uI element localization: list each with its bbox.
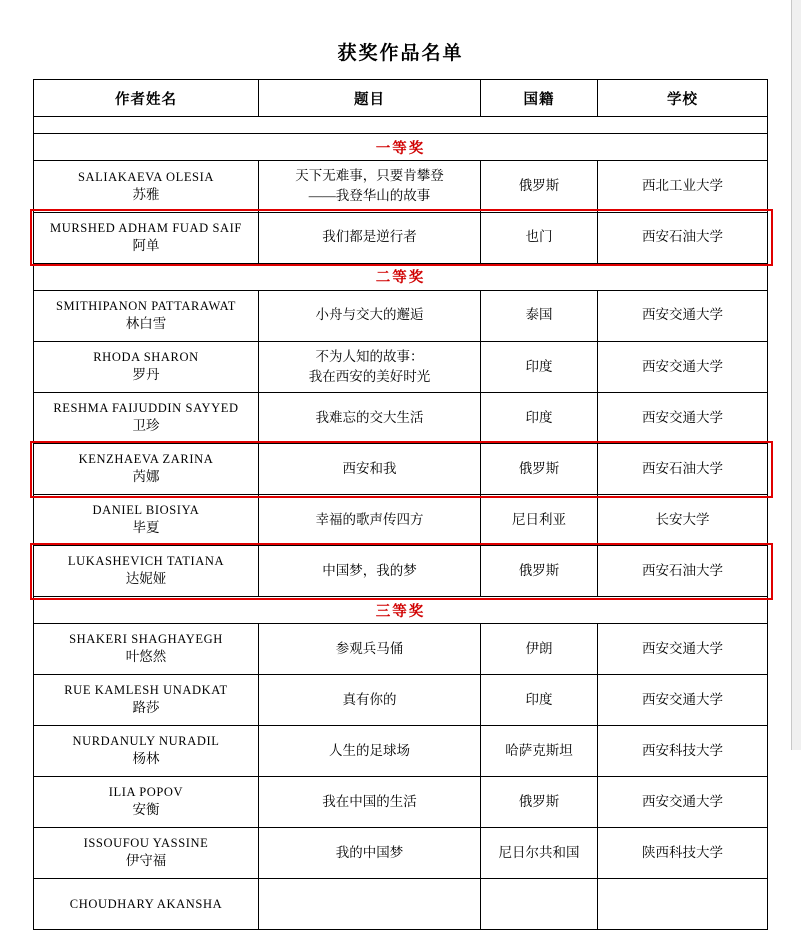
author-name-en: RHODA SHARON — [93, 350, 199, 365]
work-title-line: ——我登华山的故事 — [308, 188, 431, 204]
column-header-nationality: 国籍 — [481, 80, 598, 117]
cell-work-title — [259, 393, 481, 444]
cell-work-title — [259, 675, 481, 726]
cell-author-name — [34, 290, 259, 341]
cell-work-title — [259, 828, 481, 879]
award-table — [33, 79, 768, 930]
cell-school: 西安石油大学 — [598, 444, 768, 495]
table-body — [34, 117, 768, 930]
cell-author-name — [34, 393, 259, 444]
vertical-scrollbar[interactable] — [791, 0, 801, 750]
cell-school: 西安交通大学 — [598, 675, 768, 726]
cell-author-name — [34, 546, 259, 597]
table-row — [34, 675, 768, 726]
author-name-en: SMITHIPANON PATTARAWAT — [55, 298, 237, 313]
work-title-line: 中国梦，我的梦 — [322, 562, 417, 578]
cell-nationality: 也门 — [481, 212, 598, 263]
cell-school: 西安石油大学 — [598, 546, 768, 597]
cell-author-name — [34, 777, 259, 828]
cell-work-title — [259, 624, 481, 675]
author-name-cn: 阿单 — [132, 237, 160, 253]
page-title: 获奖作品名单 — [337, 43, 464, 64]
section-label: 二等奖 — [34, 263, 768, 290]
spacer-row — [34, 117, 768, 134]
table-row — [34, 212, 768, 263]
author-name-en: ISSOUFOU YASSINE — [83, 836, 209, 851]
section-header-row — [34, 134, 768, 161]
cell-author-name — [34, 828, 259, 879]
work-title-line: 我在西安的美好时光 — [308, 368, 431, 384]
author-name-cn: 林白雪 — [125, 315, 167, 331]
cell-nationality: 哈萨克斯坦 — [481, 726, 598, 777]
author-name-en: RUE KAMLESH UNADKAT — [64, 683, 228, 698]
cell-author-name — [34, 726, 259, 777]
cell-author-name — [34, 212, 259, 263]
author-name-cn: 毕夏 — [132, 520, 160, 536]
author-name-en: KENZHAEVA ZARINA — [78, 452, 214, 467]
cell-nationality: 尼日利亚 — [481, 495, 598, 546]
author-name-cn: 伊守福 — [125, 853, 167, 869]
author-name-en: SHAKERI SHAGHAYEGH — [69, 632, 223, 647]
work-title-line: 小舟与交大的邂逅 — [315, 307, 424, 323]
section-label: 三等奖 — [34, 597, 768, 624]
cell-school — [598, 879, 768, 930]
cell-work-title — [259, 879, 481, 930]
section-header-row — [34, 597, 768, 624]
cell-school: 西安科技大学 — [598, 726, 768, 777]
author-name-en: SALIAKAEVA OLESIA — [77, 169, 214, 184]
table-row — [34, 290, 768, 341]
cell-author-name — [34, 879, 259, 930]
cell-nationality: 俄罗斯 — [481, 546, 598, 597]
table-row — [34, 341, 768, 393]
cell-nationality: 泰国 — [481, 290, 598, 341]
work-title-line: 不为人知的故事： — [315, 348, 424, 364]
author-name-en: NURDANULY NURADIL — [72, 734, 220, 749]
section-header-row — [34, 263, 768, 290]
author-name-cn: 杨林 — [132, 751, 160, 767]
author-name-en: DANIEL BIOSIYA — [92, 503, 200, 518]
cell-nationality: 尼日尔共和国 — [481, 828, 598, 879]
table-row — [34, 393, 768, 444]
work-title-line: 我在中国的生活 — [322, 793, 417, 809]
table-row — [34, 726, 768, 777]
table-row — [34, 161, 768, 213]
cell-author-name — [34, 624, 259, 675]
cell-school: 西安交通大学 — [598, 393, 768, 444]
work-title-line: 真有你的 — [342, 691, 397, 707]
cell-school: 西安交通大学 — [598, 624, 768, 675]
cell-author-name — [34, 444, 259, 495]
cell-school: 西安石油大学 — [598, 212, 768, 263]
author-name-en: RESHMA FAIJUDDIN SAYYED — [53, 401, 239, 416]
section-label: 一等奖 — [34, 134, 768, 161]
cell-nationality: 伊朗 — [481, 624, 598, 675]
author-name-en: LUKASHEVICH TATIANA — [67, 554, 225, 569]
work-title-line: 我难忘的交大生活 — [315, 409, 424, 425]
table-row — [34, 777, 768, 828]
work-title-line: 人生的足球场 — [329, 742, 410, 758]
author-name-cn: 达妮娅 — [125, 571, 167, 587]
cell-nationality — [481, 879, 598, 930]
cell-author-name — [34, 495, 259, 546]
author-name-cn: 叶悠然 — [125, 649, 167, 665]
cell-work-title — [259, 495, 481, 546]
work-title-line: 参观兵马俑 — [335, 640, 404, 656]
cell-author-name — [34, 675, 259, 726]
cell-nationality: 俄罗斯 — [481, 777, 598, 828]
cell-author-name — [34, 161, 259, 213]
table-row — [34, 624, 768, 675]
cell-work-title — [259, 341, 481, 393]
work-title-line: 幸福的歌声传四方 — [315, 511, 424, 527]
cell-school: 西安交通大学 — [598, 777, 768, 828]
cell-author-name — [34, 341, 259, 393]
work-title-line: 我们都是逆行者 — [322, 229, 417, 245]
cell-work-title — [259, 444, 481, 495]
work-title-line: 西安和我 — [342, 460, 397, 476]
spacer-cell — [34, 117, 768, 134]
author-name-en: ILIA POPOV — [108, 785, 184, 800]
cell-school: 西安交通大学 — [598, 290, 768, 341]
cell-nationality: 印度 — [481, 675, 598, 726]
table-row — [34, 546, 768, 597]
cell-nationality: 俄罗斯 — [481, 161, 598, 213]
author-name-cn: 卫珍 — [132, 418, 160, 434]
author-name-cn: 罗丹 — [132, 367, 160, 383]
table-row — [34, 879, 768, 930]
author-name-en: MURSHED ADHAM FUAD SAIF — [50, 220, 242, 235]
cell-nationality: 印度 — [481, 341, 598, 393]
author-name-cn: 芮娜 — [132, 469, 160, 485]
cell-school: 陕西科技大学 — [598, 828, 768, 879]
cell-work-title — [259, 777, 481, 828]
cell-work-title — [259, 546, 481, 597]
work-title-line: 我的中国梦 — [335, 844, 404, 860]
table-row — [34, 495, 768, 546]
author-name-cn: 安衡 — [132, 802, 160, 818]
column-header-author: 作者姓名 — [34, 80, 259, 117]
work-title-line: 天下无难事，只要肯攀登 — [295, 168, 444, 183]
cell-work-title — [259, 290, 481, 341]
cell-school: 西安交通大学 — [598, 341, 768, 393]
author-name-cn: 路莎 — [132, 700, 160, 716]
header-row — [34, 80, 768, 117]
cell-school: 长安大学 — [598, 495, 768, 546]
table-row — [34, 444, 768, 495]
cell-work-title — [259, 726, 481, 777]
cell-school: 西北工业大学 — [598, 161, 768, 213]
author-name-cn: 苏雅 — [132, 186, 160, 202]
table-header — [34, 80, 768, 117]
cell-nationality: 俄罗斯 — [481, 444, 598, 495]
cell-nationality: 印度 — [481, 393, 598, 444]
cell-work-title — [259, 212, 481, 263]
author-name-en: CHOUDHARY AKANSHA — [69, 896, 223, 911]
cell-work-title — [259, 161, 481, 213]
table-row — [34, 828, 768, 879]
column-header-work: 题目 — [259, 80, 481, 117]
column-header-school: 学校 — [598, 80, 768, 117]
